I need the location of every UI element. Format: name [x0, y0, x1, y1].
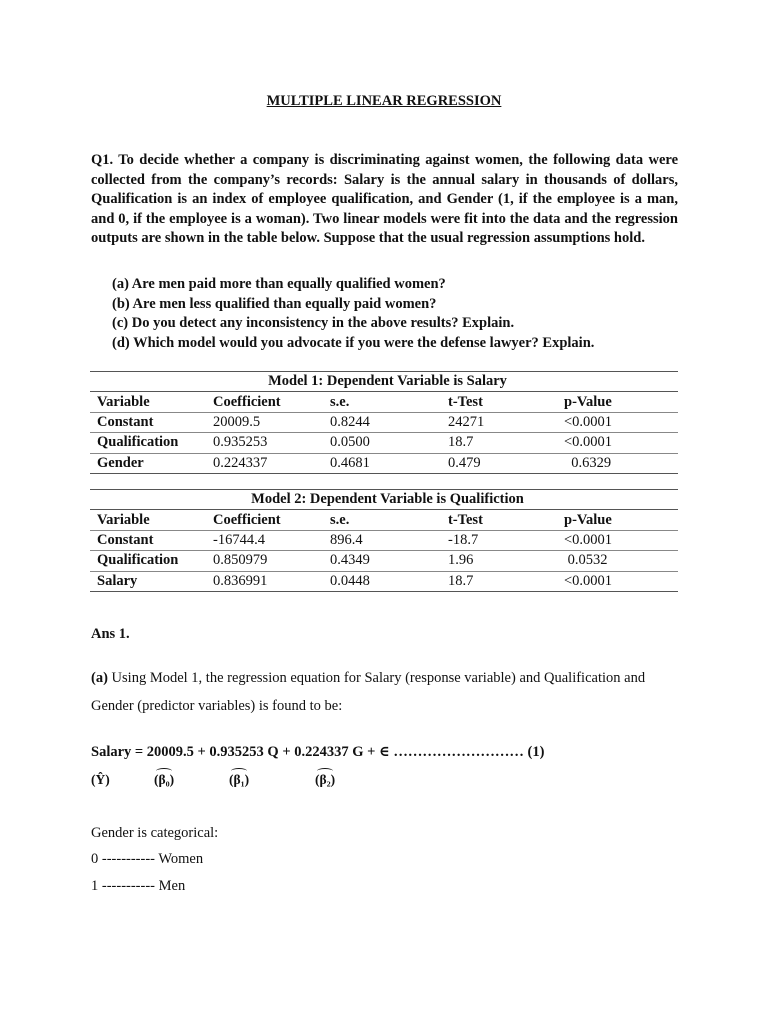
table-row [90, 571, 678, 591]
column-header-ttest: t-Test [448, 511, 483, 528]
table-row [90, 453, 678, 473]
ttest-value: 18.7 [441, 433, 558, 453]
coefficient-value: 0.935253 [206, 433, 323, 453]
part-a-text: Using Model 1, the regression equation for Salary (response variable) and Qualification and Gender (predictor variables) is found to be: [91, 670, 646, 714]
subquestion-a: (a) Are men paid more than equally qualified women? [112, 276, 446, 292]
symbol-beta1-text: (β₁) [229, 772, 250, 787]
se-value: 0.4681 [323, 453, 441, 473]
coefficient-value: 0.850979 [206, 551, 323, 571]
page-title: MULTIPLE LINEAR REGRESSION [266, 93, 502, 109]
symbol-beta0-text: (β₀) [154, 772, 175, 787]
ttest-value: 18.7 [441, 571, 558, 591]
variable-name: Salary [90, 571, 206, 591]
part-a-paragraph [91, 664, 681, 720]
table-row [90, 412, 678, 432]
column-header-ttest: t-Test [448, 393, 483, 410]
variable-name: Gender [90, 453, 206, 473]
subquestion-b: (b) Are men less qualified than equally paid women? [112, 295, 437, 312]
coefficient-value: 20009.5 [206, 412, 323, 432]
coefficient-value: 0.836991 [206, 571, 323, 591]
variable-name: Constant [90, 530, 206, 550]
question-text: Q1. To decide whether a company is discriminating against women, the following data were collected from the company’s records: Salary is the annual salary in thousands of dollars, Qualification is an index of employee qualification, and Gender (1, if the employee is a man, and 0, if the employee is a woman). Two linear models were fit into the data and the regression outputs are shown in the table below. Suppose that the usual regression assumptions hold. [91, 152, 678, 246]
model2-table [90, 489, 678, 592]
answer-heading: Ans 1. [91, 626, 130, 642]
column-header-coefficient: Coefficient [213, 393, 281, 410]
coefficient-value: 0.224337 [206, 453, 323, 473]
subquestion-d: (d) Which model would you advocate if you were the defense lawyer? Explain. [112, 334, 595, 351]
se-value: 0.8244 [323, 412, 441, 432]
pvalue-value: <0.0001 [558, 530, 678, 550]
pvalue-value: <0.0001 [558, 571, 678, 591]
symbol-y-hat: (Ŷ) [91, 772, 110, 787]
column-header-se: s.e. [330, 511, 350, 528]
se-value: 0.0500 [323, 433, 441, 453]
column-header-variable: Variable [97, 393, 150, 410]
gender-code-0: 0 ----------- Women [91, 851, 204, 867]
se-value: 0.0448 [323, 571, 441, 591]
gender-code-1: 1 ----------- Men [91, 878, 186, 894]
model2-caption: Model 2: Dependent Variable is Qualifiction [90, 490, 678, 510]
se-value: 896.4 [323, 530, 441, 550]
ttest-value: -18.7 [441, 530, 558, 550]
table-row [90, 433, 678, 453]
subquestion-c: (c) Do you detect any inconsistency in the above results? Explain. [112, 315, 515, 332]
se-value: 0.4349 [323, 551, 441, 571]
ttest-value: 1.96 [441, 551, 558, 571]
table-row [90, 530, 678, 550]
column-header-pvalue: p-Value [564, 511, 612, 528]
model1-caption: Model 1: Dependent Variable is Salary [90, 372, 678, 392]
pvalue-value: <0.0001 [558, 412, 678, 432]
pvalue-value: <0.0001 [558, 433, 678, 453]
variable-name: Constant [90, 412, 206, 432]
variable-name: Qualification [90, 433, 206, 453]
column-header-variable: Variable [97, 511, 150, 528]
column-header-se: s.e. [330, 393, 350, 410]
ttest-value: 0.479 [441, 453, 558, 473]
gender-note: Gender is categorical: [91, 825, 219, 841]
symbol-beta2-text: (β₂) [315, 772, 336, 787]
variable-name: Qualification [90, 551, 206, 571]
column-header-pvalue: p-Value [564, 393, 612, 410]
table-row [90, 551, 678, 571]
subquestion-list [112, 275, 672, 353]
ttest-value: 24271 [441, 412, 558, 432]
pvalue-value: 0.6329 [558, 453, 678, 473]
column-header-coefficient: Coefficient [213, 511, 281, 528]
pvalue-value: 0.0532 [558, 551, 678, 571]
regression-equation: Salary = 20009.5 + 0.935253 Q + 0.224337 G + ∈ ……………………… (1) [91, 744, 545, 760]
model1-table [90, 371, 678, 474]
symbol-beta1 [228, 772, 250, 788]
part-a-label: (a) [91, 670, 108, 686]
coefficient-value: -16744.4 [206, 530, 323, 550]
symbol-beta0 [153, 772, 175, 788]
symbol-beta2 [314, 772, 336, 788]
